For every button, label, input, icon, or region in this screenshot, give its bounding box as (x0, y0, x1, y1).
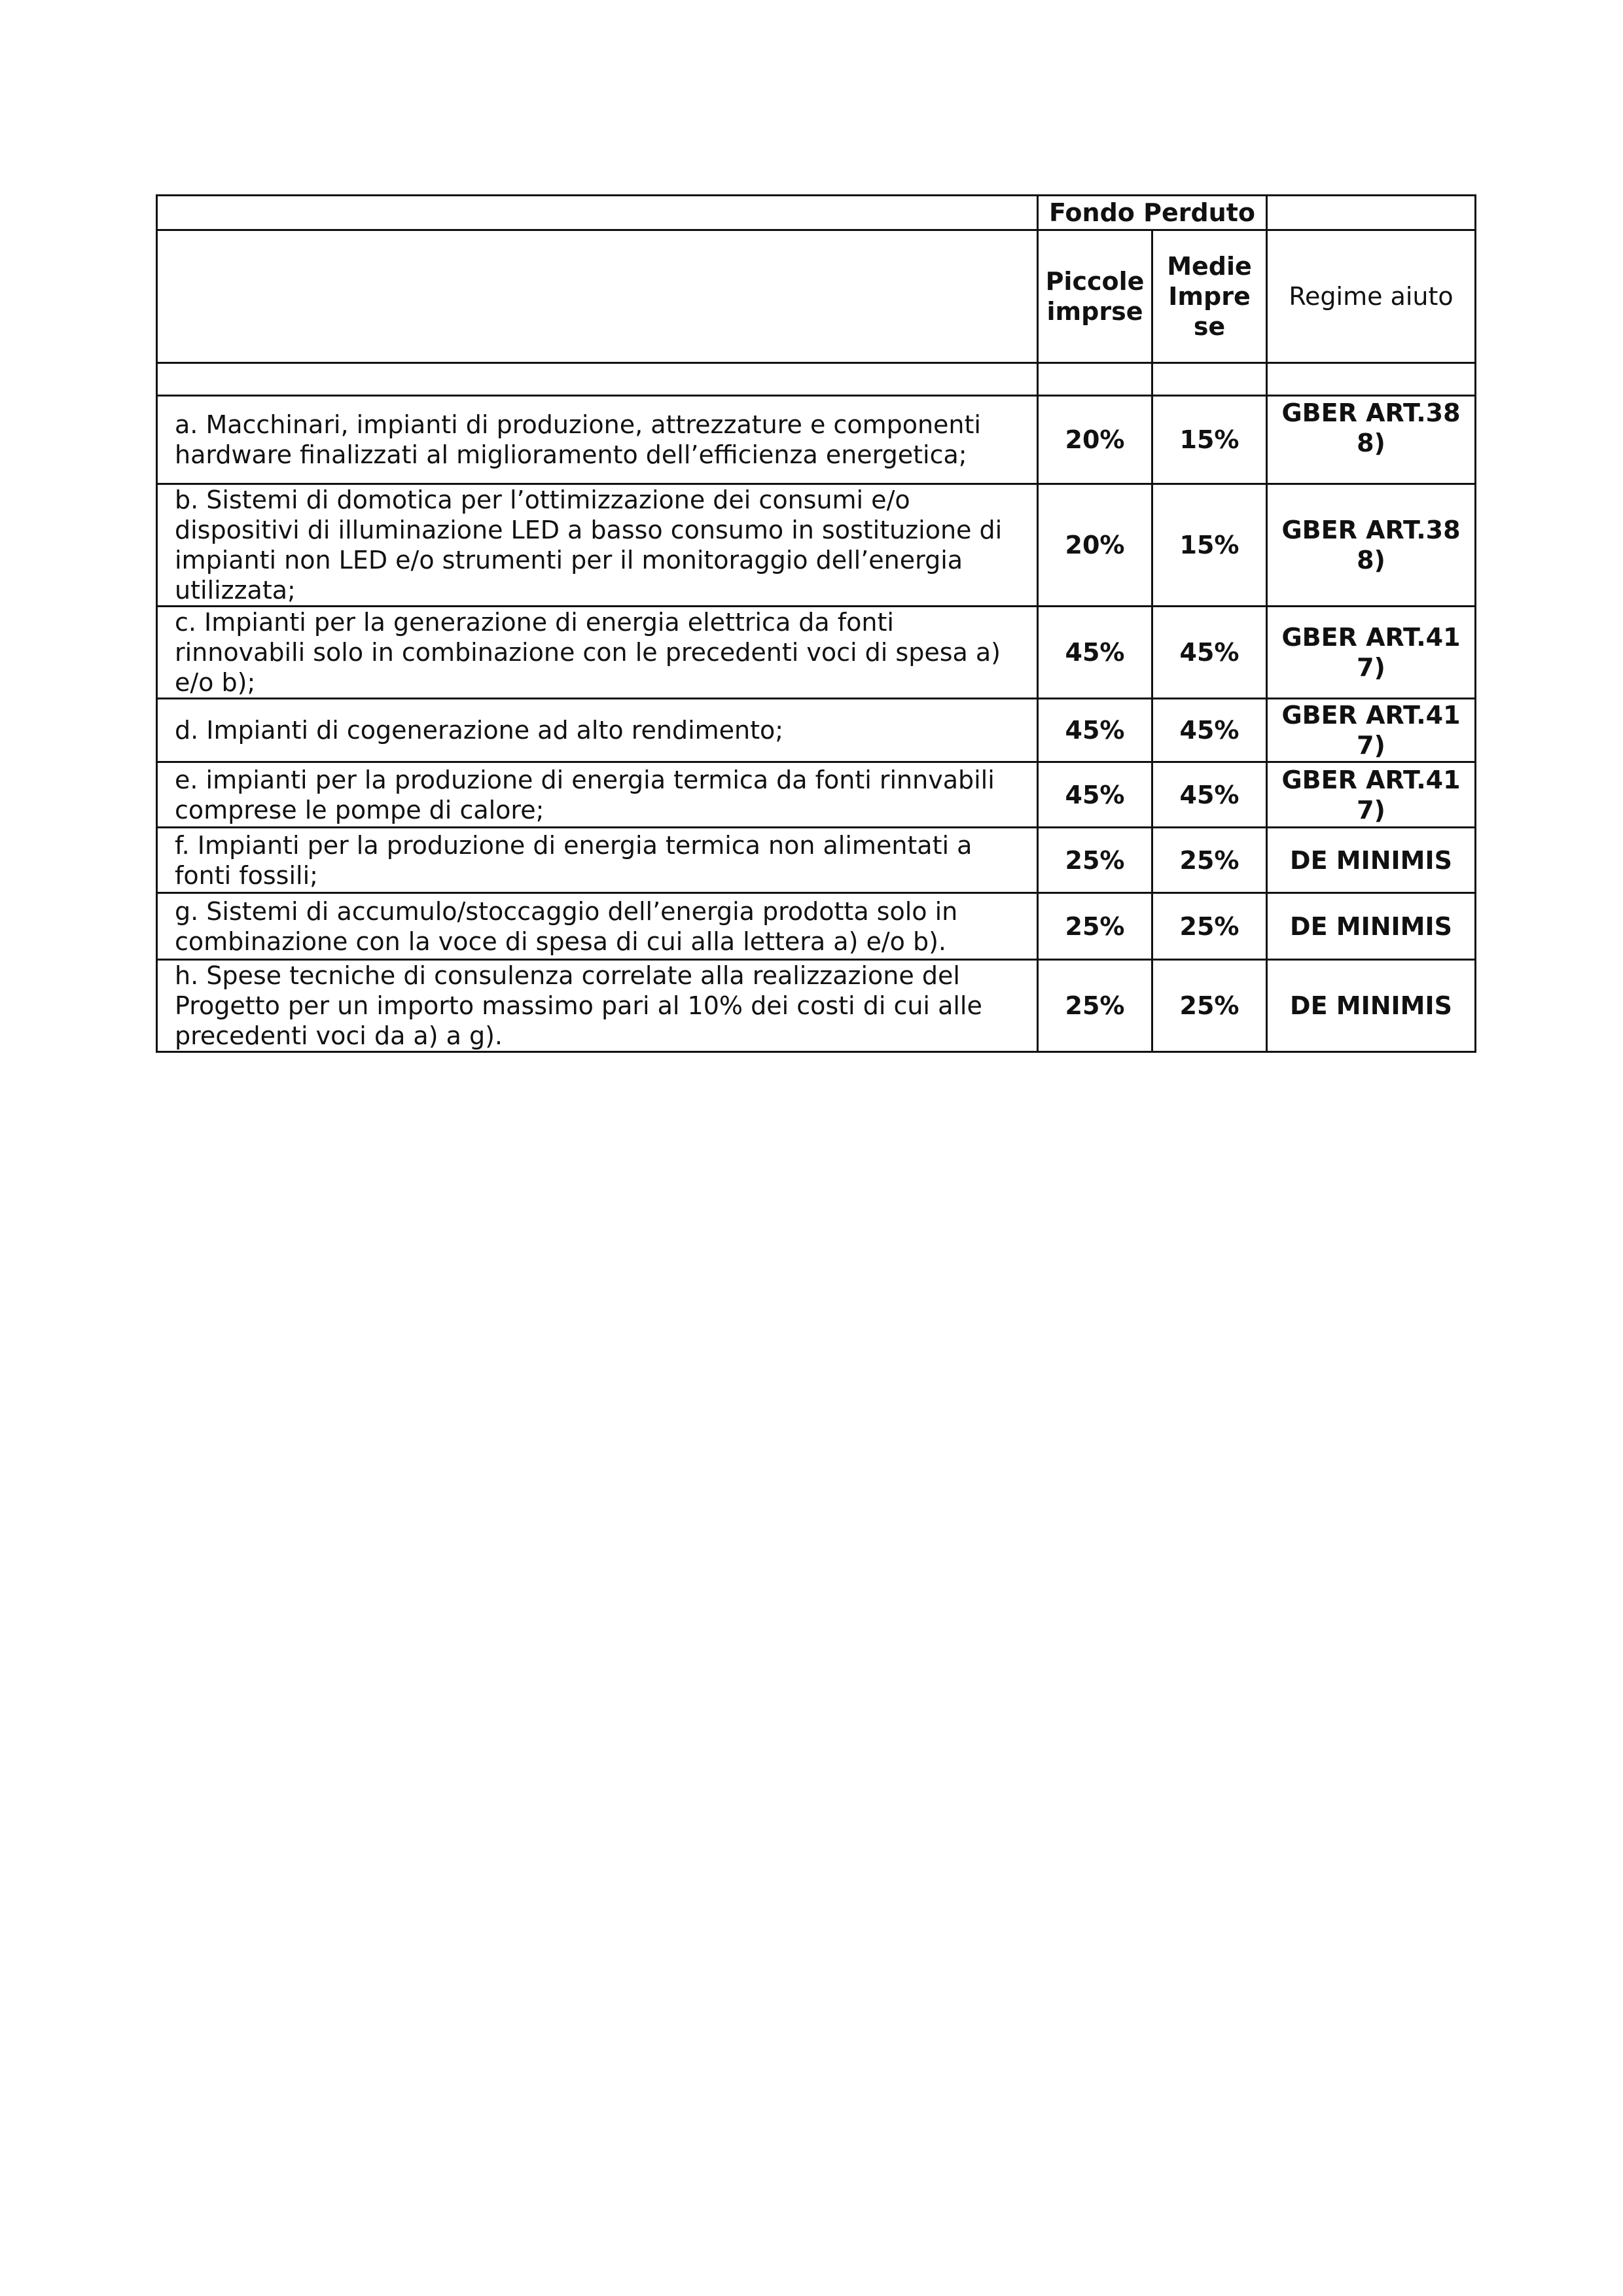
spacer-cell (1267, 363, 1476, 396)
row-description: e. impianti per la produzione di energia termica da fonti rinnvabili comprese le pompe di calore; (157, 762, 1038, 828)
row-description: b. Sistemi di domotica per l’ottimizzazione dei consumi e/o dispositivi di illuminazione LED a basso consumo in sostituzione di impianti non LED e/o strumenti per il monitoraggio dell’energia utilizzata; (157, 484, 1038, 607)
header-empty-cell (157, 196, 1038, 230)
header-empty-cell (1267, 196, 1476, 230)
piccole-imprese-header (1038, 230, 1152, 363)
row-description: f. Impianti per la produzione di energia termica non alimentati a fonti fossili; (157, 828, 1038, 893)
medie-imprese-label: Medie Impre se (1167, 252, 1252, 341)
medie-imprese-header (1152, 230, 1267, 363)
row-small-percent: 45% (1038, 607, 1152, 699)
row-small-percent: 20% (1038, 484, 1152, 607)
table-row (157, 960, 1476, 1052)
fondo-perduto-header: Fondo Perduto (1038, 196, 1267, 230)
row-description: d. Impianti di cogenerazione ad alto rendimento; (157, 699, 1038, 762)
row-regime: GBER ART.41 7) (1267, 762, 1476, 828)
row-description: a. Macchinari, impianti di produzione, attrezzature e componenti hardware finalizzati al miglioramento dell’efficienza energetica; (157, 396, 1038, 484)
row-description: c. Impianti per la generazione di energia elettrica da fonti rinnovabili solo in combinazione con le precedenti voci di spesa a) e/o b); (157, 607, 1038, 699)
row-regime: DE MINIMIS (1267, 893, 1476, 960)
table-row (157, 828, 1476, 893)
regime-aiuto-header: Regime aiuto (1267, 230, 1476, 363)
table-row (157, 893, 1476, 960)
table-row (157, 396, 1476, 484)
row-regime: GBER ART.41 7) (1267, 699, 1476, 762)
row-small-percent: 25% (1038, 828, 1152, 893)
row-regime: DE MINIMIS (1267, 960, 1476, 1052)
row-medium-percent: 15% (1152, 396, 1267, 484)
row-medium-percent: 25% (1152, 828, 1267, 893)
table-row (157, 762, 1476, 828)
table-row (157, 607, 1476, 699)
row-small-percent: 20% (1038, 396, 1152, 484)
header-empty-cell (157, 230, 1038, 363)
row-regime: GBER ART.38 8) (1267, 484, 1476, 607)
piccole-imprese-label: Piccole imprse (1045, 267, 1145, 326)
row-regime: DE MINIMIS (1267, 828, 1476, 893)
row-medium-percent: 15% (1152, 484, 1267, 607)
row-medium-percent: 45% (1152, 607, 1267, 699)
row-description: h. Spese tecniche di consulenza correlate alla realizzazione del Progetto per un importo massimo pari al 10% dei costi di cui alle precedenti voci da a) a g). (157, 960, 1038, 1052)
table-header-row-1 (157, 196, 1476, 230)
row-regime: GBER ART.41 7) (1267, 607, 1476, 699)
table-row (157, 484, 1476, 607)
row-small-percent: 25% (1038, 893, 1152, 960)
row-small-percent: 45% (1038, 699, 1152, 762)
row-medium-percent: 25% (1152, 960, 1267, 1052)
row-medium-percent: 45% (1152, 699, 1267, 762)
incentive-table (156, 194, 1476, 1053)
spacer-cell (1038, 363, 1152, 396)
table-header-row-2 (157, 230, 1476, 363)
spacer-cell (157, 363, 1038, 396)
row-medium-percent: 45% (1152, 762, 1267, 828)
table-spacer-row (157, 363, 1476, 396)
spacer-cell (1152, 363, 1267, 396)
row-regime: GBER ART.38 8) (1267, 396, 1476, 484)
row-description: g. Sistemi di accumulo/stoccaggio dell’energia prodotta solo in combinazione con la voce di spesa di cui alla lettera a) e/o b). (157, 893, 1038, 960)
table-row (157, 699, 1476, 762)
row-small-percent: 45% (1038, 762, 1152, 828)
row-small-percent: 25% (1038, 960, 1152, 1052)
row-medium-percent: 25% (1152, 893, 1267, 960)
